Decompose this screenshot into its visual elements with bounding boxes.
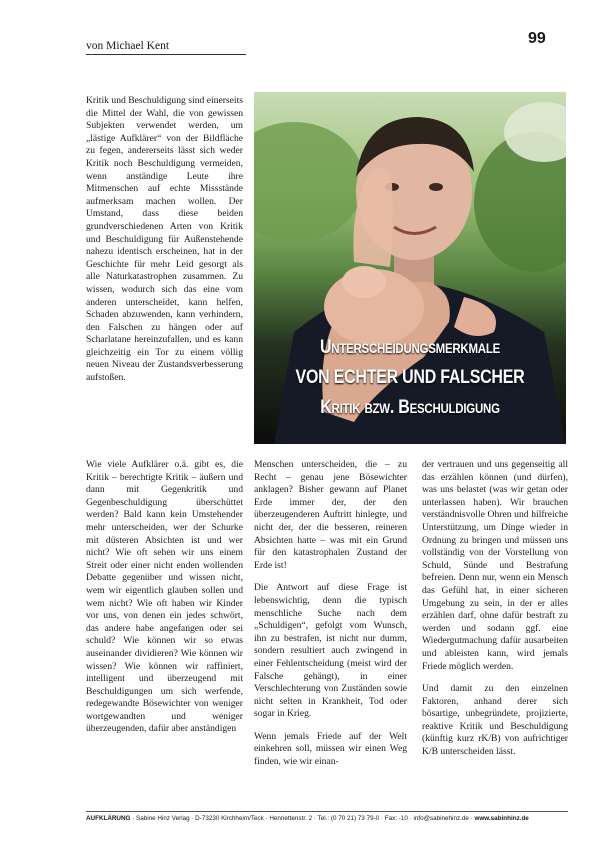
column-1-paragraph: Wie viele Aufklärer o.ä. gibt es, die Kritik – berechtigte Kritik – äußern und dann mit Gegenkritik und Gegenbeschuldigung überschüttet werden? Bald kann kein Umstehender mehr unterscheiden, wer der Schurke mit düsteren Absichten ist und wer nicht? Wie oft sehen wir uns einem Streit oder einer nicht enden wollenden Debatte gegenüber und wissen nicht, wem wir eigentlich glauben sollen und wem nicht? Wie oft haben wir Kinder vor uns, von denen ein jedes schwört, das andere habe angefangen oder sei schuld? Wie können wir so etwas auseinander dividieren? Wie können wir wissen? Wie können wir raffiniert, intelligent und überzeugend mit Beschuldigungen um sich werfende, redegewandte Bösewichter von weniger wortgewandten und weniger überzeugenden, dafür aber anständigen — [86, 459, 243, 735]
intro-column — [86, 95, 243, 395]
footer-website-link[interactable]: www.sabinhinz.de — [474, 815, 529, 822]
text-column-3 — [422, 459, 568, 769]
headline-line-1: Unterscheidungsmerkmale — [319, 336, 501, 358]
article-headline — [254, 332, 566, 422]
column-3-paragraph-1: der vertrauen und uns gegenseitig all das erzählen können (und dürfen), was uns belastet (was wir getan oder unterlassen haben). Wir brauchen verständnisvolle Ohren und hilfreiche Unterstützung, um Dinge wieder in Ordnung zu bringen und müssen uns vollständig von der Vorstellung von Schuld, Sünde und Bestrafung befreien. Denn nur, wenn ein Mensch das Gefühl hat, in einer sicheren Umgebung zu sein, in der er alles erzählen darf, ohne dafür bestraft zu werden und sodann ggf. eine Wiedergutmachung dafür ausarbeiten und ableisten kann, wird jemals Friede möglich werden. — [422, 459, 568, 672]
footer-magazine-name: AUFKLÄRUNG — [86, 815, 131, 822]
author-line: von Michael Kent — [86, 40, 246, 55]
text-column-1 — [86, 459, 243, 746]
article-photo — [254, 92, 566, 444]
intro-paragraph: Kritik und Beschuldigung sind einerseits die Mittel der Wahl, die von gewissen Subjekten verwendet werden, um „lästige Aufklärer“ von der Bildfläche zu fegen, andererseits lässt sich weder Kritik noch Beschuldigung vermeiden, wenn anständige Leute ihre Mitmenschen auf echte Missstände aufmerksam machen wollen. Der Umstand, dass diese beiden grundverschiedenen Arten von Kritik und Beschuldigung für Außenstehende nahezu identisch erscheinen, hat in der Geschichte für mehr Leid gesorgt als alle Naturkatastrophen zusammen. Zu wissen, wodurch sich das eine vom anderen unterscheidet, kann helfen, Schaden abzuwenden, kann verhindern, den Falschen zu hängen oder auf Scharlatane hereinzufallen, und es kann gleichzeitig ein Tor zu einem völlig neuen Niveau der Zustandsverbesserung aufstoßen. — [86, 95, 243, 384]
column-2-paragraph-1: Menschen unterscheiden, die – zu Recht – genau jene Bösewichter anklagen? Bisher gewann auf Planet Erde immer der, der den überzeugenderen Auftritt hinlegte, und nicht der, der die besseren, reineren Absichten hatte – was mit ein Grund für den katastrophalen Zustand der Erde ist! — [254, 459, 407, 571]
footer-publisher-info: · Sabine Hinz Verlag · D-73230 Kirchheim/Teck · Henriettenstr. 2 · Tel.: (0 70 21) 73 79-0 · Fax: -10 · info@sabinehinz.de · — [130, 815, 475, 822]
headline-line-3: Kritik bzw. Beschuldigung — [320, 396, 500, 418]
text-column-2 — [254, 459, 407, 779]
column-3-paragraph-2: Und damit zu den einzelnen Faktoren, anhand derer sich bösartige, unbegründete, projizierte, reaktive Kritik und Beschuldigung (künftig kurz rK/B) von aufrichtiger K/B unterscheiden lässt. — [422, 683, 568, 758]
page-footer — [86, 811, 568, 822]
column-2-paragraph-3: Wenn jemals Friede auf der Welt einkehren soll, müssen wir einen Weg finden, wie wir einan- — [254, 730, 407, 768]
column-2-paragraph-2: Die Antwort auf diese Frage ist lebenswichtig, denn die typisch menschliche Suche nach dem „Schuldigen“, gefolgt vom Wunsch, ihn zu bestrafen, ist nicht nur dumm, sondern resultiert auch zwingend in einer Fehlentscheidung (meist wird der Falsche gehängt), in einer Verschlechterung von Zuständen sowie nicht selten in Krankheit, Tod oder sogar in Krieg. — [254, 582, 407, 720]
page-number: 99 — [528, 30, 546, 47]
headline-line-2: VON ECHTER UND FALSCHER — [295, 366, 525, 388]
